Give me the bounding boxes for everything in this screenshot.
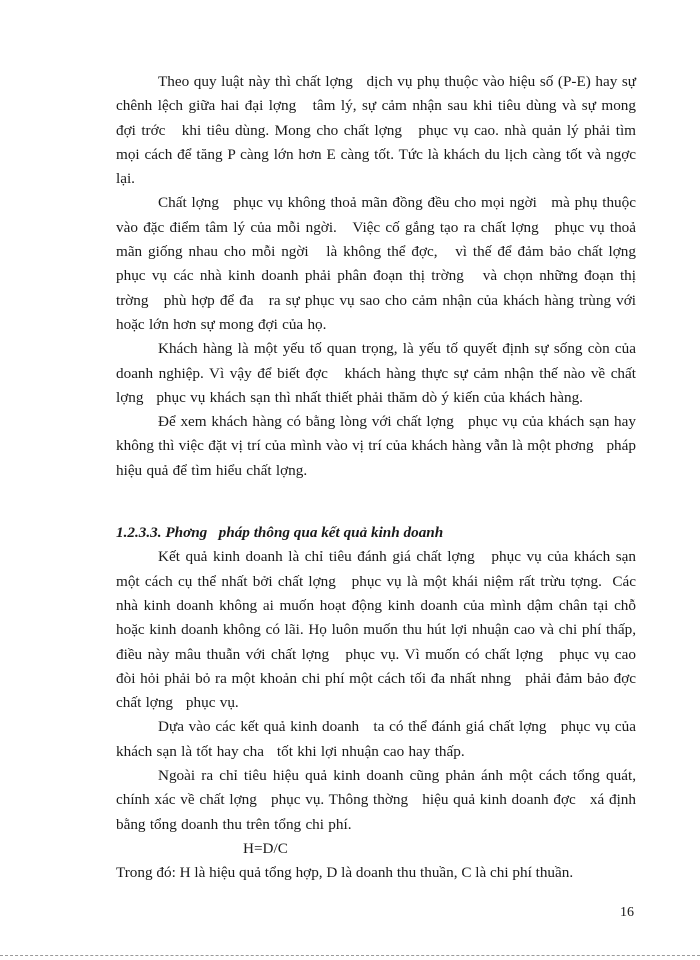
section-heading: 1.2.3.3. Phơng pháp thông qua kết quả kinh doanh <box>116 524 444 542</box>
paragraph-6: Dựa vào các kết quả kinh doanh ta có thể đánh giá chất lợng phục vụ của khách sạn là tốt hay cha tốt khi lợi nhuận cao hay thấp. <box>116 718 641 760</box>
section-spacer <box>116 483 636 521</box>
paragraph-2: Chất lợng phục vụ không thoả mãn đồng đều cho mọi ngời mà phụ thuộc vào đặc điểm tâm lý của mỗi ngời. Việc cố gắng tạo ra chất lợng phục vụ thoả mãn giống nhau cho mỗi ngời là không thể đợc, vì thế để đảm bảo chất lợng phục vụ các nhà kinh doanh phải phân đoạn thị trờng và chọn những đoạn thị trờng phù hợp để đa ra sự phục vụ sao cho cảm nhận của khách hàng trùng với hoặc lớn hơn sự mong đợi của họ. <box>116 194 649 333</box>
page-number: 16 <box>620 905 634 920</box>
document-body <box>116 70 649 886</box>
paragraph-5: Kết quả kinh doanh là chỉ tiêu đánh giá chất lợng phục vụ của khách sạn một cách cụ thể nhất bởi chất lợng phục vụ là một khái niệm rất trừu tợng. Các nhà kinh doanh không ai muốn hoạt động kinh doanh của mình dậm chân tại chỗ hoặc kinh doanh không có lãi. Họ luôn muốn thu hút lợi nhuận cao và chi phí thấp, điều này mâu thuẫn với chất lợng phục vụ. Vì muốn có chất lợng phục vụ cao đòi hỏi phải bỏ ra một khoản chi phí một cách tối đa nhất nhng phải đảm bảo đợc chất lợng phục vụ. <box>116 548 649 712</box>
formula-note: Trong đó: H là hiệu quả tổng hợp, D là doanh thu thuần, C là chi phí thuần. <box>116 864 574 882</box>
paragraph-1: Theo quy luật này thì chất lợng dịch vụ phụ thuộc vào hiệu số (P-E) hay sự chênh lệch giữa hai đại lợng tâm lý, sự cảm nhận sau khi tiêu dùng và sự mong đợi trớc khi tiêu dùng. Mong cho chất lợng phục vụ cao. nhà quản lý phải tìm mọi cách để tăng P càng lớn hơn E càng tốt. Tức là khách du lịch càng tốt và ngợc lại. <box>116 73 649 188</box>
paragraph-7: Ngoài ra chỉ tiêu hiệu quả kinh doanh cũng phản ánh một cách tổng quát, chính xác về chất lợng phục vụ. Thông thờng hiệu quả kinh doanh đợc xá định bằng tổng doanh thu trên tổng chi phí. <box>116 767 641 833</box>
paragraph-4: Để xem khách hàng có bằng lòng với chất lợng phục vụ của khách sạn hay không thì việc đặt vị trí của mình vào vị trí của khách hàng vẫn là một phơng pháp hiệu quả để tìm hiểu chất lợng. <box>116 413 641 479</box>
page-bottom-border <box>0 955 700 956</box>
formula: H=D/C <box>243 839 288 857</box>
paragraph-3: Khách hàng là một yếu tố quan trọng, là yếu tố quyết định sự sống còn của doanh nghiệp. Vì vậy để biết đợc khách hàng thực sự cảm nhận thế nào về chất lợng phục vụ khách sạn thì nhất thiết phải thăm dò ý kiến của khách hàng. <box>116 340 641 406</box>
